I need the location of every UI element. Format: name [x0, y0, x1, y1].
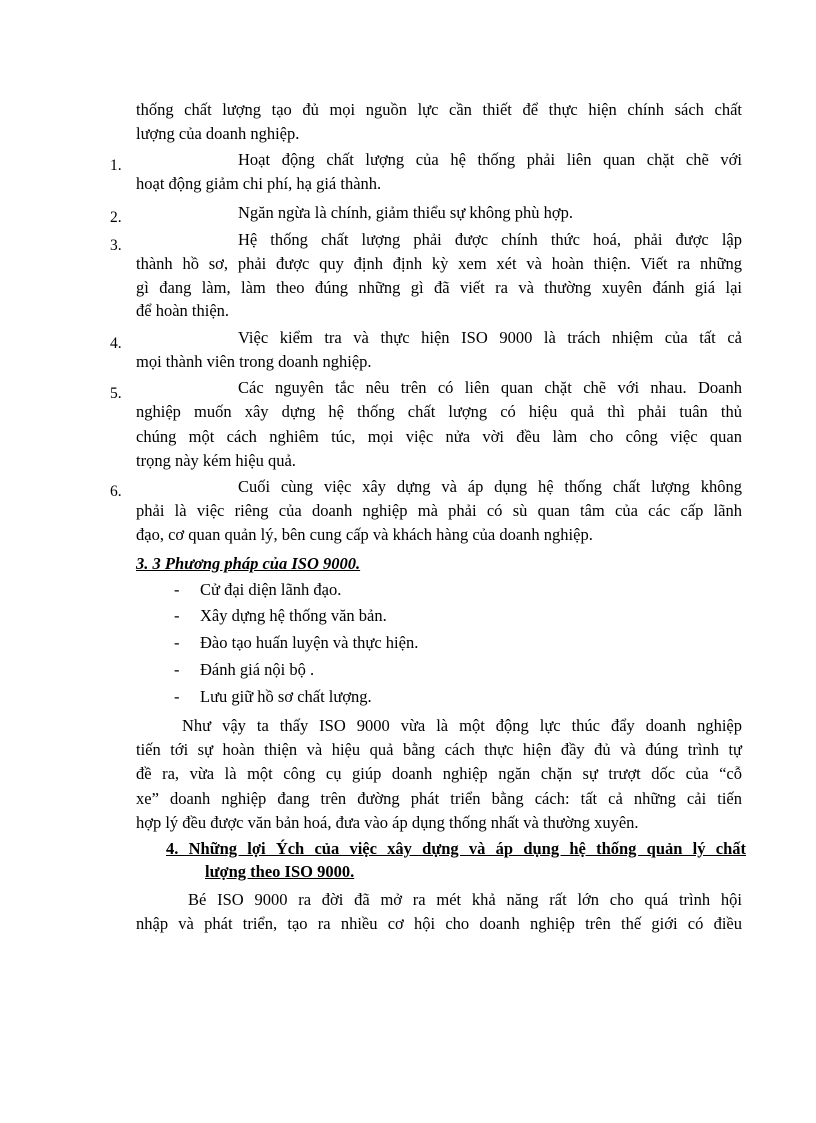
bullet-marker: - — [174, 660, 180, 679]
intro-line-1: thống chất lượng tạo đủ mọi nguồn lực cần thiết để thực hiện chính sách chất — [136, 100, 742, 119]
bullet-marker: - — [174, 687, 180, 706]
principle-3-line-4: để hoàn thiện. — [136, 301, 230, 320]
principle-1-number: 1. — [110, 157, 122, 174]
principle-4-line-2: mọi thành viên trong doanh nghiệp. — [136, 352, 372, 371]
section-4-paragraph-line-2: nhập và phát triển, tạo ra nhiều cơ hội cho doanh nghiệp trên thế giới có điều — [136, 914, 742, 933]
section-3-3-paragraph-line-2: tiến tới sự hoàn thiện và hiệu quả bằng cách thực hiện đầy đủ và đúng trình tự — [136, 740, 742, 759]
section-3-3-heading: 3. 3 Phương pháp của ISO 9000. — [136, 554, 361, 573]
principle-1-line-1: Hoạt động chất lượng của hệ thống phải liên quan chặt chẽ với — [238, 150, 742, 169]
principle-4-number: 4. — [110, 335, 122, 352]
principle-6-line-1: Cuối cùng việc xây dựng và áp dụng hệ thống chất lượng không — [238, 477, 742, 496]
principle-6-line-2: phải là việc riêng của doanh nghiệp mà phải có sù quan tâm của các cấp lãnh — [136, 501, 742, 520]
principle-5-line-1: Các nguyên tắc nêu trên có liên quan chặt chẽ với nhau. Doanh — [238, 378, 742, 397]
section-4-heading-line-2: lượng theo ISO 9000. — [205, 862, 355, 881]
principle-5-line-3: chúng một cách nghiêm túc, mọi việc nửa vời đều làm cho công việc quan — [136, 427, 742, 446]
bullet-item-2: Xây dựng hệ thống văn bản. — [200, 606, 387, 625]
principle-5-line-4: trọng này kém hiệu quả. — [136, 451, 296, 470]
section-4-heading-line-1: 4. Những lợi Ých của việc xây dựng và áp dụng hệ thống quản lý chất — [166, 839, 746, 858]
section-3-3-paragraph-line-3: đề ra, vừa là một công cụ giúp doanh nghiệp ngăn chặn sự trượt dốc của “cỗ — [136, 764, 742, 783]
section-3-3-paragraph-line-4: xe” doanh nghiệp đang trên đường phát triển bằng cách: tất cả những cải tiến — [136, 789, 742, 808]
principle-3-number: 3. — [110, 237, 122, 254]
bullet-item-1: Cử đại diện lãnh đạo. — [200, 580, 342, 599]
principle-3-line-1: Hệ thống chất lượng phải được chính thức hoá, phải được lập — [238, 230, 742, 249]
bullet-marker: - — [174, 633, 180, 652]
principle-1-line-2: hoạt động giảm chi phí, hạ giá thành. — [136, 174, 382, 193]
principle-3-line-2: thành hồ sơ, phải được quy định định kỳ xem xét và hoàn thiện. Viết ra những — [136, 254, 742, 273]
principle-2-number: 2. — [110, 209, 122, 226]
bullet-marker: - — [174, 606, 180, 625]
bullet-item-5: Lưu giữ hồ sơ chất lượng. — [200, 687, 372, 706]
principle-4-line-1: Việc kiểm tra và thực hiện ISO 9000 là trách nhiệm của tất cả — [238, 328, 742, 347]
bullet-item-4: Đánh giá nội bộ . — [200, 660, 315, 679]
intro-line-2: lượng của doanh nghiệp. — [136, 124, 300, 143]
section-3-3-paragraph-line-5: hợp lý đều được văn bản hoá, đưa vào áp dụng thống nhất và thường xuyên. — [136, 813, 639, 832]
bullet-item-3: Đào tạo huấn luyện và thực hiện. — [200, 633, 419, 652]
principle-5-line-2: nghiệp muốn xây dựng hệ thống chất lượng có hiệu quả thì phải tuân thủ — [136, 402, 742, 421]
principle-5-number: 5. — [110, 385, 122, 402]
section-3-3-paragraph-line-1: Như vậy ta thấy ISO 9000 vừa là một động lực thúc đẩy doanh nghiệp — [182, 716, 742, 735]
principle-6-line-3: đạo, cơ quan quản lý, bên cung cấp và khách hàng của doanh nghiệp. — [136, 525, 593, 544]
bullet-marker: - — [174, 580, 180, 599]
section-4-paragraph-line-1: Bé ISO 9000 ra đời đã mở ra mét khả năng rất lớn cho quá trình hội — [188, 890, 742, 909]
principle-3-line-3: gì đang làm, làm theo đúng những gì đã viết ra và thường xuyên đánh giá lại — [136, 278, 742, 297]
principle-6-number: 6. — [110, 483, 122, 500]
principle-2-line-1: Ngăn ngừa là chính, giảm thiểu sự không phù hợp. — [238, 203, 574, 222]
